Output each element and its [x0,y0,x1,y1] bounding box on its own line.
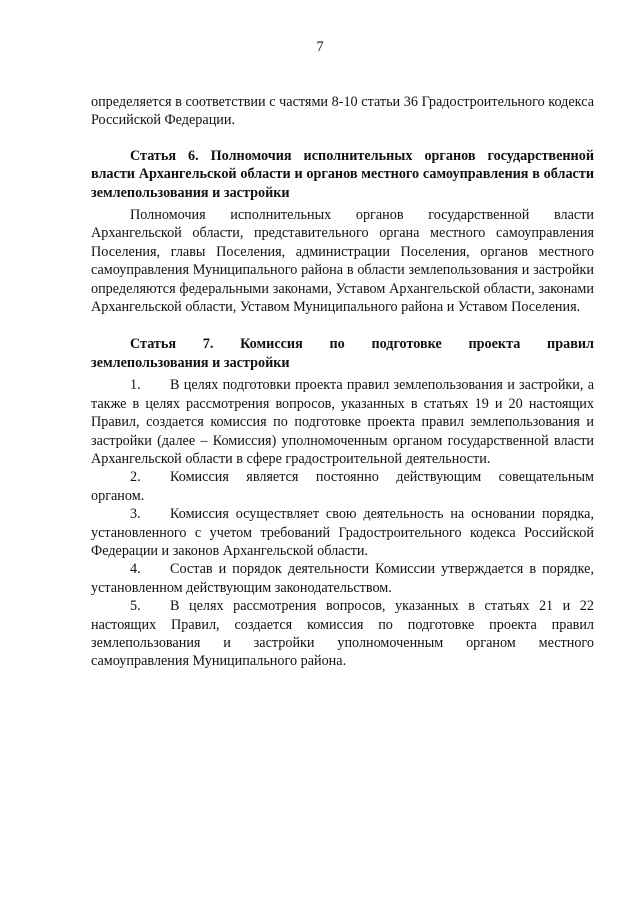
list-item [91,468,594,505]
heading-word: подготовке [371,336,442,353]
item-text: Комиссия осуществляет свою деятельность на основании порядка, установленного с учетом требований Градостроительного кодекса Российской Федерации и законов Архангельской области. [91,506,594,559]
heading-word: правил [547,336,594,353]
page-content [91,93,594,671]
list-item [91,560,594,597]
heading-word: Комиссия [240,336,303,353]
heading-word: по [329,336,345,353]
heading-word: 7. [202,336,214,353]
page-number: 7 [316,39,324,55]
item-number: 4. [130,561,141,578]
article-7-heading-line-2: землепользования и застройки [91,354,290,371]
item-number: 2. [130,469,141,486]
article-7-heading-line-1 [91,335,594,353]
list-item [91,505,594,560]
item-text: Состав и порядок деятельности Комиссии утверждается в порядке, установленном действующим законодательством. [91,561,594,596]
list-item [91,376,594,468]
heading-word: Статья [130,336,177,353]
item-text: В целях подготовки проекта правил землепользования и застройки, а также в целях рассмотрения вопросов, указанных в статьях 19 и 20 настоящих Правил, создается комиссия по подготовке проекта правил землепользования и застройки (далее – Комиссия) уполномоченным органом государственной власти Архангельской области в сфере градостроительной деятельности. [91,377,594,467]
list-item [91,597,594,671]
item-number: 5. [130,598,141,615]
item-number: 1. [130,377,141,394]
heading-word: проекта [468,336,521,353]
item-number: 3. [130,506,141,523]
article-7-heading [91,335,594,372]
item-text: Комиссия является постоянно действующим совещательным органом. [91,469,594,504]
article-6-body: Полномочия исполнительных органов государственной власти Архангельской области, представительного органа местного самоуправления Поселения, главы Поселения, администрации Поселения, органов местного самоуправления Муниципального района в области землепользования и застройки определяются федеральными законами, Уставом Архангельской области, законами Архангельской области, Уставом Муниципального района и Уставом Поселения. [91,207,594,316]
article-6-heading: Статья 6. Полномочия исполнительных органов государственной власти Архангельской области и органов местного самоуправления в области землепользования и застройки [91,147,594,201]
article-7-items [91,376,594,671]
item-text: В целях рассмотрения вопросов, указанных в статьях 21 и 22 настоящих Правил, создается комиссия по подготовке проекта правил землепользования и застройки уполномоченным органом местного самоуправления Муниципального района. [91,598,594,670]
opening-paragraph: определяется в соответствии с частями 8-10 статьи 36 Градостроительного кодекса Российской Федерации. [91,94,594,129]
